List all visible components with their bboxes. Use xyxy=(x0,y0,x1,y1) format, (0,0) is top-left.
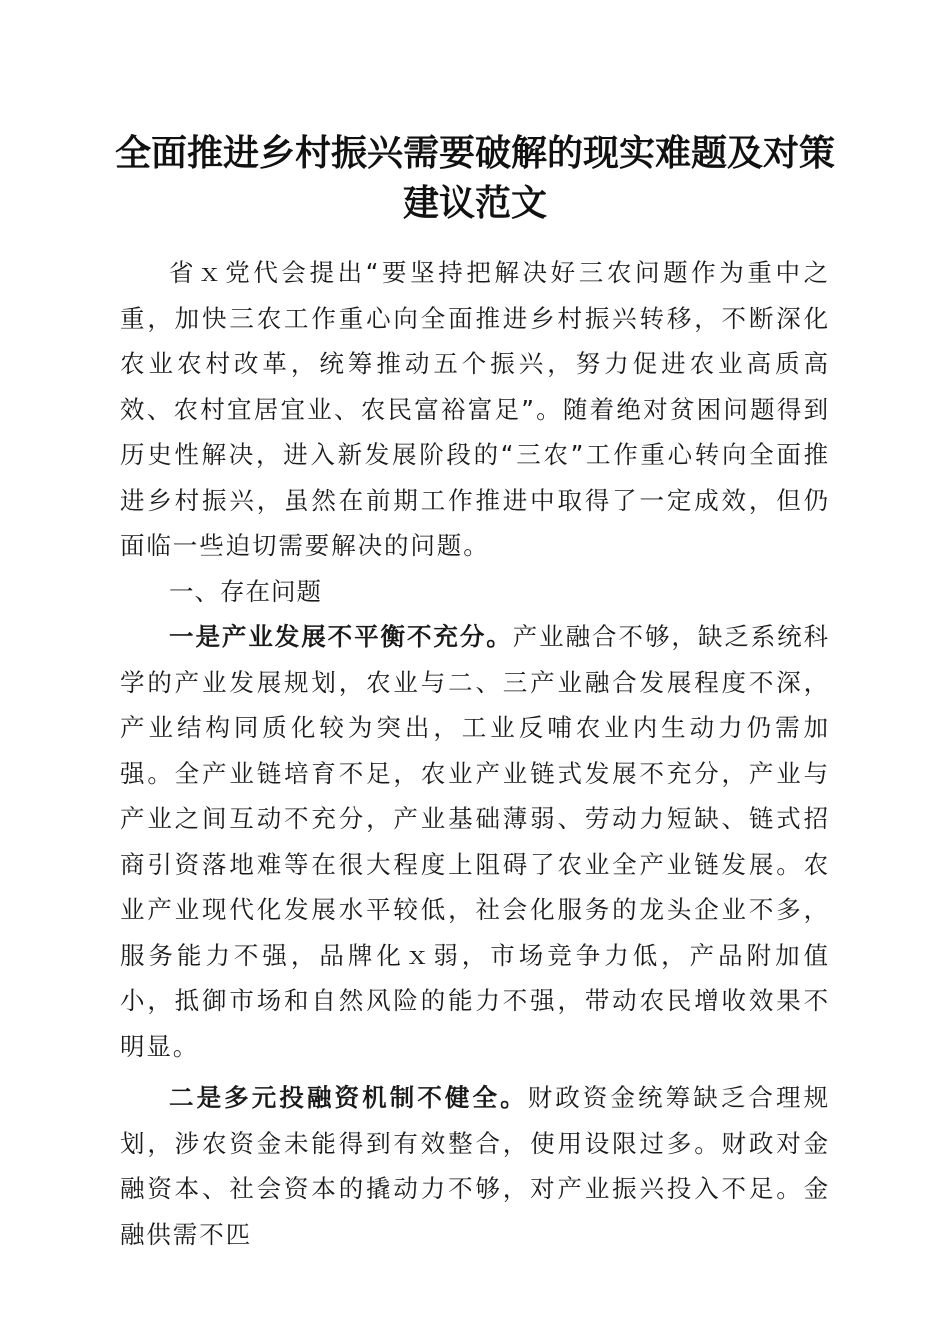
problem-2-text: 财政资金统筹缺乏合理规划，涉农资金未能得到有效整合，使用设限过多。财政对金融资本、社会资本的撬动力不够，对产业振兴投入不足。金融供需不匹 xyxy=(120,1083,830,1249)
document-title xyxy=(100,128,850,228)
problem-1-text: 产业融合不够，缺乏系统科学的产业发展规划，农业与二、三产业融合发展程度不深，产业结构同质化较为突出，工业反哺农业内生动力仍需加强。全产业链培育不足，农业产业链式发展不充分，产业与产业之间互动不充分，产业基础薄弱、劳动力短缺、链式招商引资落地难等在很大程度上阻碍了农业全产业链发展。农业产业现代化发展水平较低，社会化服务的龙头企业不多，服务能力不强，品牌化ｘ弱，市场竞争力低，产品附加值小，抵御市场和自然风险的能力不强，带动农民增收效果不明显。 xyxy=(120,622,830,1061)
section-heading: 一、存在问题 xyxy=(169,576,322,606)
problem-paragraph-2 xyxy=(120,1075,830,1257)
problem-2-lead: 二是多元投融资机制不健全。 xyxy=(169,1083,528,1112)
intro-paragraph: 省ｘ党代会提出“要坚持把解决好三农问题作为重中之重，加快三农工作重心向全面推进乡村振兴转移，不断深化农业农村改革，统筹推动五个振兴，努力促进农业高质高效、农村宜居宜业、农民富裕富足”。随着绝对贫困问题得到历史性解决，进入新发展阶段的“三农”工作重心转向全面推进乡村振兴，虽然在前期工作推进中取得了一定成效，但仍面临一些迫切需要解决的问题。 xyxy=(120,258,830,560)
problem-1-lead: 一是产业发展不平衡不充分。 xyxy=(169,622,513,651)
document-body xyxy=(120,250,830,1257)
title-line-2: 建议范文 xyxy=(402,182,547,224)
title-line-1: 全面推进乡村振兴需要破解的现实难题及对策 xyxy=(114,132,835,174)
problem-paragraph-1 xyxy=(120,614,830,1069)
